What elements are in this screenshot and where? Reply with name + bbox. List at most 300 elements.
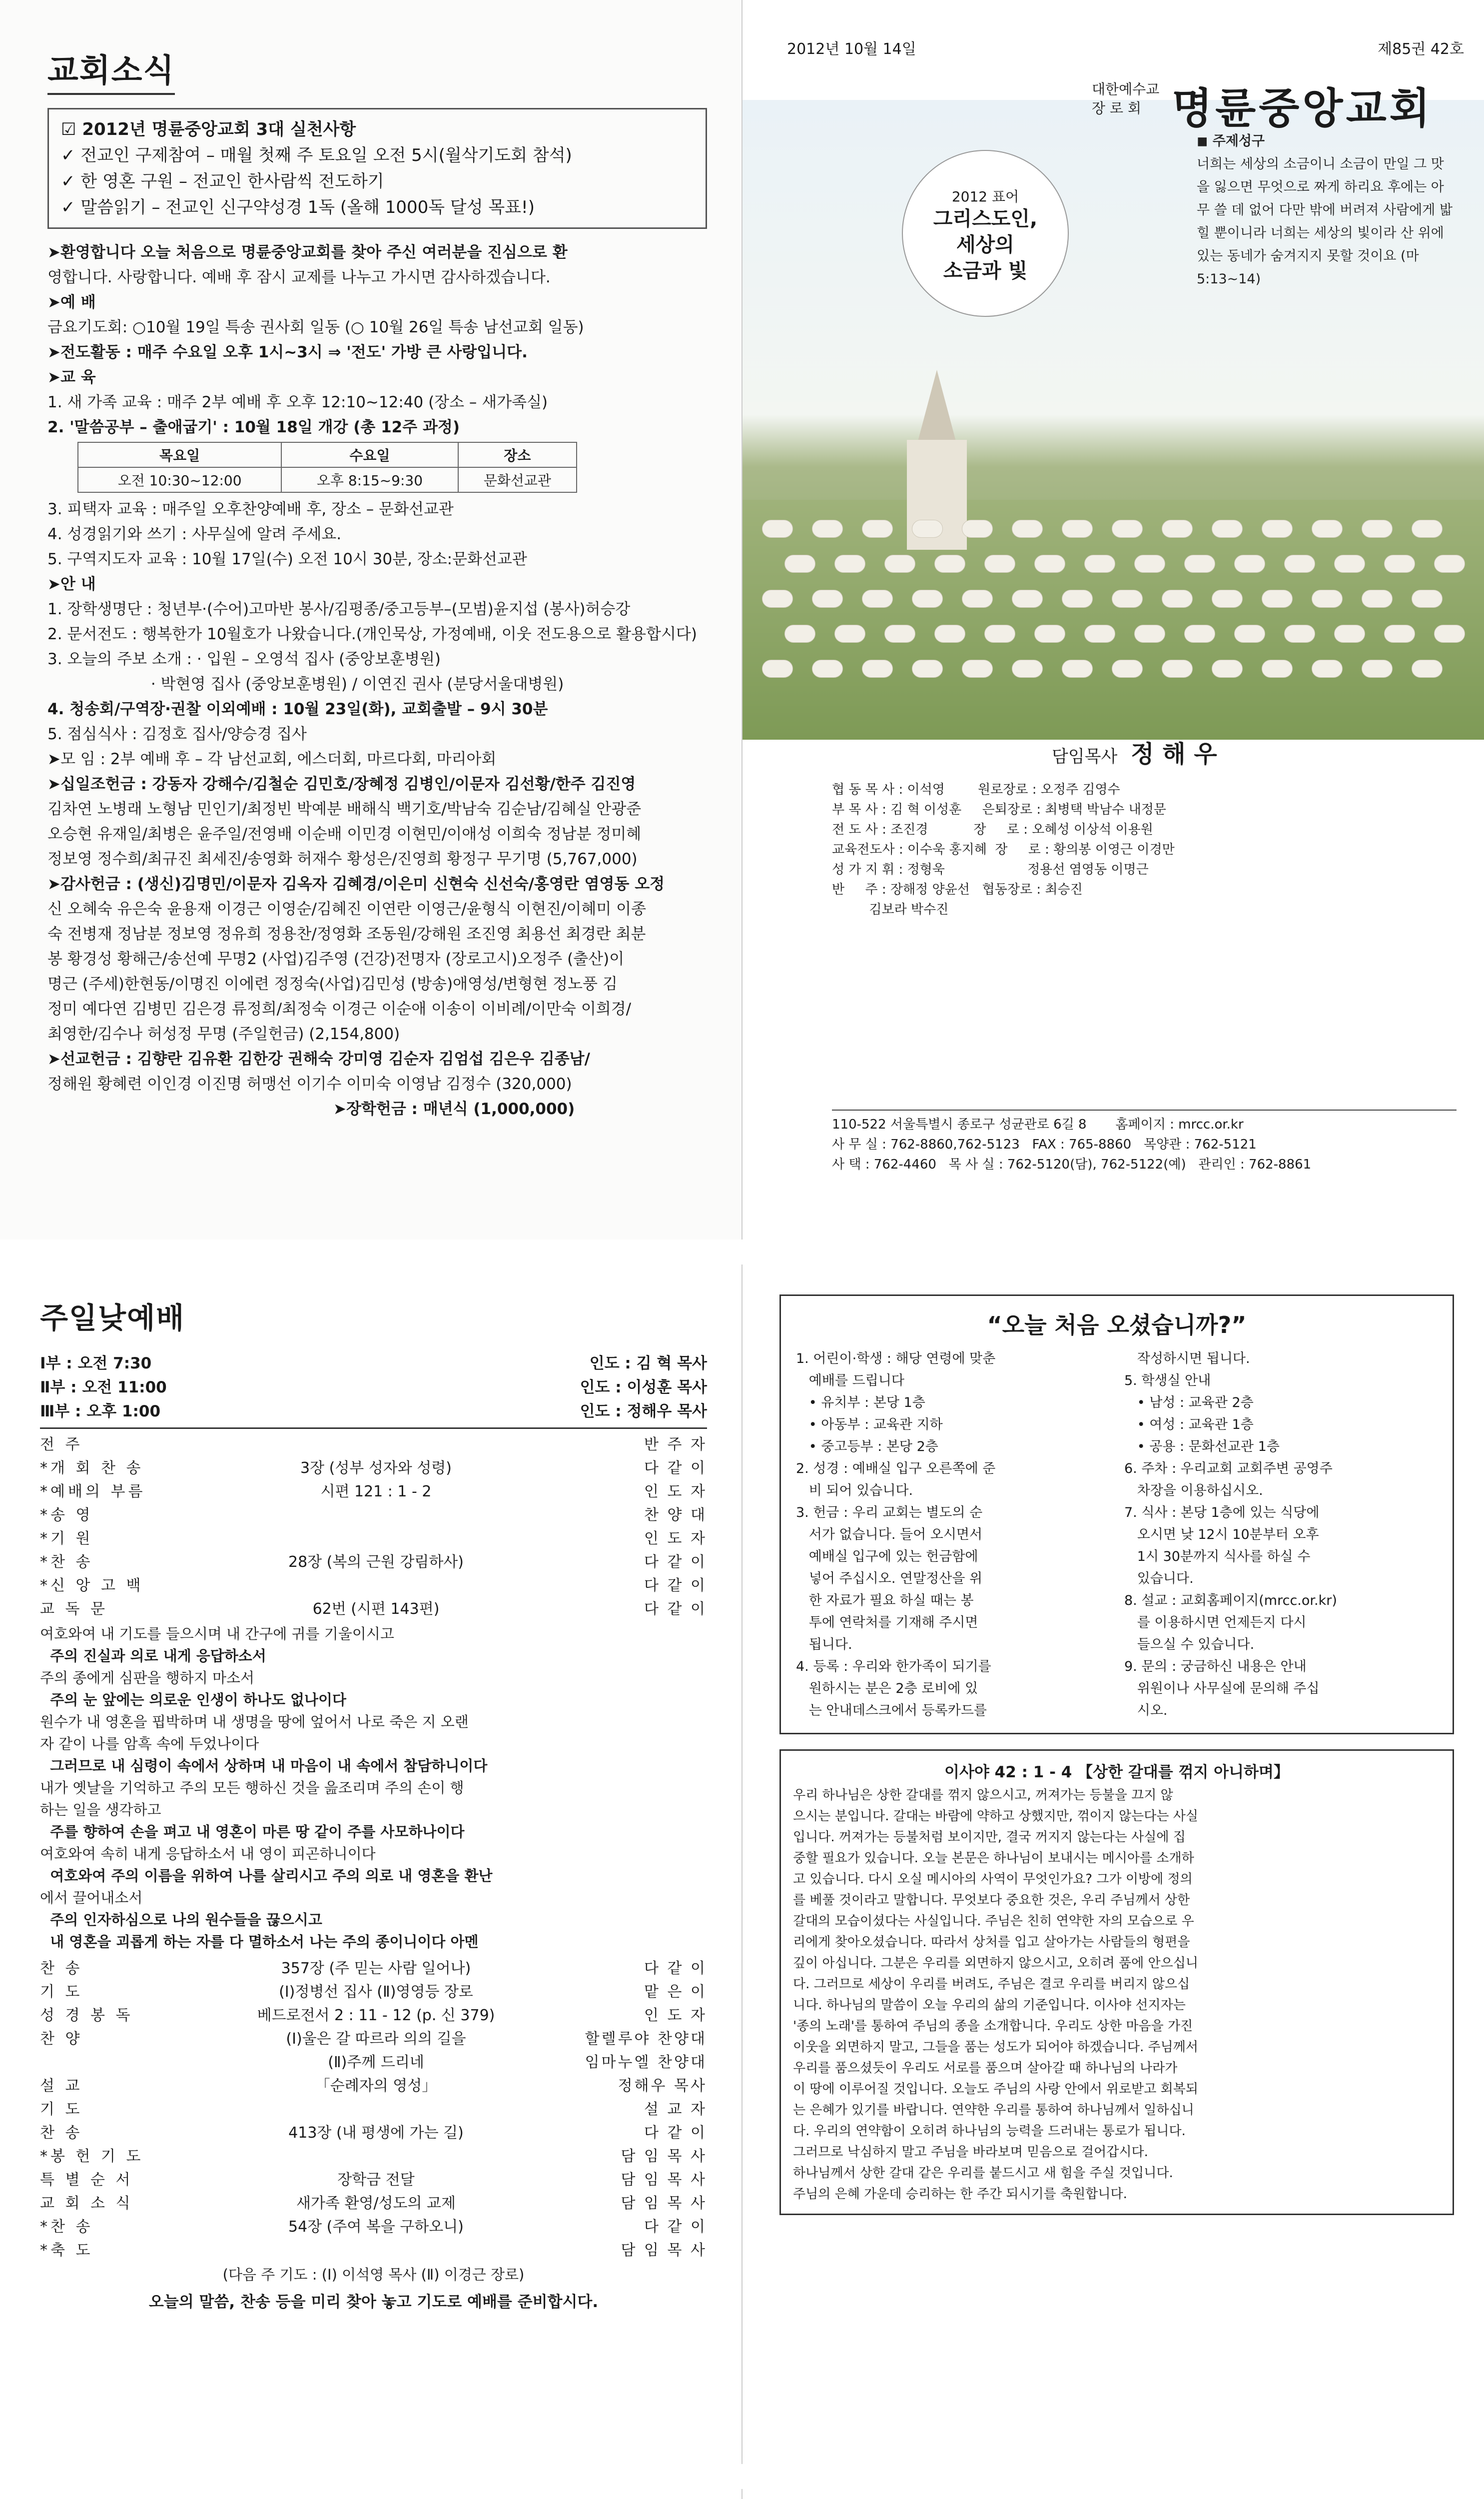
news-line: 명근 (주세)한현동/이명진 이에련 정정숙(사업)김민성 (방송)애영성/변형현 정노풍 김 [47,975,618,993]
sheep-icon [934,625,965,643]
order-content: 장학금 전달 [337,2171,415,2189]
sheep-icon [1362,660,1393,678]
order-content: (Ⅱ)주께 드리네 [328,2054,424,2071]
sheep-icon [1234,555,1265,573]
order-person: 다 같 이 [644,1459,707,1477]
sheep-icon [762,660,793,678]
news-line: 영합니다. 사랑합니다. 예배 후 잠시 교제를 나누고 가시면 감사하겠습니다. [47,268,551,286]
service-leader: 인도 : 이성훈 목사 [580,1378,707,1396]
staff-line: 전 도 사 : 조진경 장 로 : 오혜성 이상석 이용원 [832,822,1153,837]
sheep-icon [1134,625,1165,643]
sheep-icon [1062,660,1093,678]
welcome-line: 4. 등록 : 우리와 한가족이 되기를 [796,1659,991,1674]
welcome-line: 작성하시면 됩니다. [1124,1351,1250,1366]
order-content: (Ⅰ)정병선 집사 (Ⅱ)영영등 장로 [279,1983,473,2001]
sheep-icon [1012,590,1043,608]
church-name: 명륜중앙교회 [1172,84,1433,133]
news-line: ➤교 육 [47,368,96,386]
order-label: *개 회 찬 송 [40,1459,144,1477]
order-person: 담 임 목 사 [621,2171,707,2189]
sermon-line: 를 베풀 것이라고 말합니다. 무엇보다 중요한 것은, 우리 주님께서 상한 [793,1893,1190,1908]
sheep-icon [1284,625,1315,643]
sheep-icon [1212,590,1243,608]
order-of-worship-2 [40,1957,707,2262]
sheep-icon [1212,660,1243,678]
sheep-icon [884,555,915,573]
service-row [40,1351,707,1375]
order-content [170,2239,582,2262]
sheep-icon [1434,555,1465,573]
order-item [40,2145,707,2168]
sheep-icon [862,590,893,608]
news-line: ➤환영합니다 오늘 처음으로 명륜중앙교회를 찾아 주신 여러분을 진심으로 환 [47,243,568,261]
news-line: ➤십일조헌금 : 강동자 강해수/김철순 김민호/장혜정 김병인/이문자 김선황/한주 김진영 [47,775,636,793]
sermon-line: 리에게 찾아오셨습니다. 따라서 상처를 입고 살아가는 사람들의 형편을 [793,1935,1190,1950]
order-item [40,1480,707,1503]
news-line: · 박현영 집사 (중앙보훈병원) / 이연진 권사 (분당서울대병원) [47,675,564,693]
order-content: 54장 (주여 복을 구하오니) [288,2218,464,2236]
order-person: 다 같 이 [644,1600,707,1618]
sheep-icon [1062,590,1093,608]
church-spire-icon [917,370,957,445]
order-content: 62번 (시편 143편) [312,1600,440,1618]
cover-header [787,20,1464,75]
welcome-line: 3. 헌금 : 우리 교회는 별도의 순 [796,1505,983,1520]
staff-line: 김보라 박수진 [832,902,949,917]
sheep-icon [1412,520,1443,538]
order-label: *신 앙 고 백 [40,1577,144,1594]
plan-item: ✓ 말씀읽기 – 전교인 신구약성경 1독 (올해 1000독 달성 목표!) [61,197,535,217]
sheep-icon [1034,625,1065,643]
next-prayer: (다음 주 기도 : (Ⅰ) 이석영 목사 (Ⅱ) 이경근 장로) [222,2266,525,2283]
motto-year: 2012 표어 [951,188,1019,205]
news-line: 3. 오늘의 주보 소개 : · 입원 – 오영석 집사 (중앙보훈병원) [47,650,441,668]
order-content [170,1433,582,1456]
sheep-icon [1134,555,1165,573]
sheep-icon [812,660,843,678]
sheep-icon [1112,520,1143,538]
sheep-icon [1262,520,1293,538]
reading-line: 에서 끌어내소서 [40,1889,143,1906]
pastor [1052,735,1217,769]
sheep-icon [1162,660,1193,678]
sheep-icon [1412,590,1443,608]
sermon-line: 그러므로 낙심하지 말고 주님을 바라보며 믿음으로 걸어갑시다. [793,2145,1148,2160]
welcome-line: 예배실 입구에 있는 헌금함에 [796,1549,978,1564]
order-item [40,1574,707,1597]
order-content: 413장 (내 평생에 가는 길) [288,2124,464,2142]
sermon-box [779,1749,1454,2215]
reading-line: 주의 진실과 의로 내게 응답하소서 [40,1647,266,1664]
order-person: 다 같 이 [644,1553,707,1571]
reading-line: 그러므로 내 심령이 속에서 상하며 내 마음이 내 속에서 참담하니이다 [40,1757,488,1774]
service-times [40,1351,707,1423]
order-item [40,2004,707,2027]
news-line: ➤전도활동 : 매주 수요일 오후 1시~3시 ⇒ '전도' 가방 큰 사랑입니다. [47,343,528,361]
order-label: 성 경 봉 독 [40,2007,133,2024]
welcome-page [742,1264,1484,2464]
news-line: 2. 문서전도 : 행복한가 10월호가 나왔습니다.(개인묵상, 가정예배, 이웃 전도용으로 활용합시다) [47,625,697,643]
sheep-icon [784,555,815,573]
welcome-line: 원하시는 분은 2층 로비에 있 [796,1681,978,1696]
news-line: 1. 장학생명단 : 청년부·(수어)고마반 봉사/김평종/중고등부–(모범)윤지섭 (봉사)허승강 [47,600,631,618]
welcome-line: 됩니다. [796,1637,852,1652]
sunday-worship-page [0,1264,742,2464]
order-person: 임마누엘 찬양대 [585,2054,707,2071]
order-person: 인 도 자 [644,1483,707,1500]
order-label: 기 도 [40,1983,83,2001]
sheep-icon [912,590,943,608]
welcome-columns [796,1348,1438,1722]
welcome-line: 차장을 이용하십시오. [1124,1483,1263,1498]
welcome-line: 5. 학생실 안내 [1124,1373,1211,1388]
reading-line: 자 같이 나를 암흑 속에 두었나이다 [40,1735,259,1752]
order-item [40,1433,707,1456]
sheep-icon [1362,590,1393,608]
sheep-icon [984,625,1015,643]
news-line: 김차연 노병래 노형남 민인기/최정빈 박예분 배해식 백기호/박남숙 김순남/김혜실 안광준 [47,800,642,818]
pastor-label: 담임목사 [1052,747,1118,767]
sheep-icon [1312,660,1343,678]
table-cell: 오후 8:15~9:30 [281,467,458,492]
service-leader: 인도 : 정해우 목사 [580,1402,707,1420]
order-label: *예배의 부름 [40,1483,146,1500]
order-person: 담 임 목 사 [621,2242,707,2259]
order-label: 교 회 소 식 [40,2195,133,2212]
prayer-time-table [77,442,577,493]
welcome-line: 를 이용하시면 언제든지 다시 [1124,1615,1307,1630]
welcome-line: 는 안내데스크에서 등록카드를 [796,1703,987,1718]
order-item [40,2215,707,2239]
pastor-name: 정 해 우 [1131,740,1217,768]
reading-line: 주의 종에게 심판을 행하지 마소서 [40,1669,255,1686]
news-line: 5. 구역지도자 교육 : 10월 17일(수) 오전 10시 30분, 장소:문화선교관 [47,550,527,568]
order-person: 다 같 이 [644,1577,707,1594]
sermon-line: 깊이 아십니다. 그분은 우리를 외면하지 않으시고, 오히려 품에 안으십니 [793,1956,1199,1971]
order-label: 설 교 [40,2077,83,2095]
welcome-line: 예배를 드립니다 [796,1373,904,1388]
sheep-icon [862,660,893,678]
news-line: 정해원 황혜련 이인경 이진명 허맹선 이기수 이미숙 이영남 김정수 (320,000) [47,1075,572,1093]
staff-line: 부 목 사 : 김 혁 이성훈 은퇴장로 : 최병택 박남수 내정문 [832,802,1166,817]
sermon-title: 이사야 42 : 1 - 4 【상한 갈대를 꺾지 아니하며】 [944,1763,1289,1781]
sheep-icon [962,590,993,608]
welcome-line: 6. 주차 : 우리교회 교회주변 공영주 [1124,1461,1333,1476]
table-header: 장소 [458,442,577,467]
service-time: Ⅱ부 : 오전 11:00 [40,1378,167,1396]
sheep-icon [812,520,843,538]
welcome-line: • 공용 : 문화선교관 1층 [1124,1439,1280,1454]
address-line: 사 무 실 : 762-8860,762-5123 FAX : 765-8860 목양관 : 762-5121 [832,1137,1257,1152]
sermon-line: 중할 필요가 있습니다. 오늘 본문은 하나님이 보내시는 메시아를 소개하 [793,1851,1194,1866]
sheep-icon [1184,555,1215,573]
order-item [40,2098,707,2121]
welcome-line: 위원이나 사무실에 문의해 주십 [1124,1681,1320,1696]
service-time: Ⅰ부 : 오전 7:30 [40,1354,152,1372]
sheep-icon [1112,590,1143,608]
reading-line: 주의 눈 앞에는 의로운 인생이 하나도 없나이다 [40,1691,347,1708]
news-line: 봉 황경성 황해근/송선예 무명2 (사업)김주영 (건강)전명자 (장로고시)오정주 (출산)이 [47,950,625,968]
plan-box [47,108,707,229]
order-content [170,2098,582,2121]
welcome-line: • 유치부 : 본당 1층 [796,1395,925,1410]
news-line: 정미 예다연 김병민 김은경 류정희/최정숙 이경근 이순애 이송이 이비례/이만숙 이희경/ [47,1000,632,1018]
church-address [832,1110,1457,1175]
sermon-line: 니다. 하나님의 말씀이 오늘 우리의 삶의 기준입니다. 이사야 선지자는 [793,1998,1186,2013]
worship-title: 주일낮예배 [40,1301,185,1335]
order-label: *찬 송 [40,1553,93,1571]
sermon-line: 이 땅에 이루어질 것입니다. 오늘도 주님의 사랑 안에서 위로받고 회복되 [793,2082,1199,2097]
sheep-icon [1384,555,1415,573]
order-content [170,1503,582,1527]
order-content: 357장 (주 믿는 사람 일어나) [281,1960,471,1977]
motto-line: 세상의 [956,233,1014,256]
motto-line: 그리스도인, [933,207,1038,230]
sheep-icon [1162,520,1193,538]
order-item [40,1456,707,1480]
sheep-icon [962,520,993,538]
denomination-line: 대한예수교 [1092,81,1160,97]
sheep-icon [1062,520,1093,538]
sheep-icon [1234,625,1265,643]
sheep-icon [1084,625,1115,643]
welcome-line: 서가 없습니다. 들어 오시면서 [796,1527,983,1542]
welcome-line: • 남성 : 교육관 2층 [1124,1395,1254,1410]
order-item [40,1980,707,2004]
reading-line: 여호와여 속히 내게 응답하소서 내 영이 피곤하니이다 [40,1845,376,1862]
order-content: 「순례자의 영성」 [315,2077,437,2095]
reading-line: 하는 일을 생각하고 [40,1801,161,1818]
sheep-icon [1334,555,1365,573]
motto-line: 소금과 빛 [943,259,1028,282]
sheep-icon [1262,660,1293,678]
order-item [40,2051,707,2074]
news-line: 숙 전병재 정남분 정보영 정유희 정용찬/정영화 조동원/강해원 조진영 최용선 최경란 최분 [47,925,646,943]
order-of-worship [40,1433,707,1621]
sheep-icon [1034,555,1065,573]
order-item [40,2074,707,2098]
sheep-icon [1434,625,1465,643]
order-content: 베드로전서 2 : 11 - 12 (p. 신 379) [257,2007,495,2024]
welcome-line: • 아동부 : 교육관 지하 [796,1417,943,1432]
sermon-line: 다. 그러므로 세상이 우리를 버려도, 주님은 결코 우리를 버리지 않으십 [793,1977,1190,1992]
welcome-line: 있습니다. [1124,1571,1194,1586]
order-person: 찬 양 대 [644,1506,707,1524]
divider [40,1427,707,1429]
order-person: 정해우 목사 [618,2077,707,2095]
address-line: 사 택 : 762-4460 목 사 실 : 762-5120(담), 762-5122(예) 관리인 : 762-8861 [832,1157,1312,1172]
sermon-line: 으시는 분입니다. 갈대는 바람에 약하고 상했지만, 꺾이지 않는다는 사실 [793,1809,1199,1824]
welcome-line: 오시면 낮 12시 10분부터 오후 [1124,1527,1319,1542]
order-item [40,2168,707,2192]
sermon-line: 주님의 은혜 가운데 승리하는 한 주간 되시기를 축원합니다. [793,2187,1127,2202]
table-cell: 오전 10:30~12:00 [78,467,281,492]
sheep-icon [1384,625,1415,643]
table-header: 수요일 [281,442,458,467]
news-line: ➤장학헌금 : 매년식 (1,000,000) [47,1100,575,1118]
order-label: 찬 송 [40,2124,83,2142]
sheep-icon [1312,520,1343,538]
motto-circle [902,150,1069,317]
sermon-line: 입니다. 꺼져가는 등불처럼 보이지만, 결국 꺼지지 않는다는 사실에 집 [793,1830,1186,1845]
welcome-box [779,1294,1454,1734]
order-item [40,1597,707,1621]
welcome-line: 시오. [1124,1703,1168,1718]
order-content [170,2145,582,2168]
sermon-line: 하나님께서 상한 갈대 같은 우리를 붙드시고 새 힘을 주실 것입니다. [793,2166,1173,2181]
sheep-icon [912,660,943,678]
staff-line: 협 동 목 사 : 이석영 원로장로 : 오정주 김영수 [832,782,1120,797]
welcome-title: “오늘 처음 오셨습니까?” [987,1311,1247,1338]
info-page [742,2489,1484,2499]
order-content: 3장 (성부 성자와 성령) [300,1459,452,1477]
sheep-icon [1084,555,1115,573]
order-person: 인 도 자 [644,1530,707,1547]
order-content: 새가족 환영/성도의 교제 [296,2195,456,2212]
sermon-line: 고 있습니다. 다시 오실 메시아의 사역이 무엇인가요? 그가 이방에 정의 [793,1872,1193,1887]
welcome-right [1124,1348,1438,1722]
order-label: *송 영 [40,1506,93,1524]
order-content: (Ⅰ)울은 갈 따르라 의의 길을 [286,2030,466,2048]
reading-line: 여호와여 내 기도를 들으시며 내 간구에 귀를 기울이시고 [40,1625,394,1642]
sheep-icon [1412,660,1443,678]
sermon-line: 이웃을 외면하지 말고, 그들을 품는 성도가 되어야 하겠습니다. 주님께서 [793,2040,1199,2055]
news-line: 정보영 정수희/최규진 최세진/송영화 허재수 황성은/진영희 황정구 무기명 (5,767,000) [47,850,638,868]
news-line: 2. '말씀공부 – 출애굽기' : 10월 18일 개강 (총 12주 과정) [47,418,460,436]
sheep-icon [934,555,965,573]
news-line: 최영한/김수나 허성정 무명 (주일헌금) (2,154,800) [47,1025,400,1043]
sheep-icon [1162,590,1193,608]
sheep-icon [884,625,915,643]
sermon-line: '종의 노래'를 통하여 주님의 종을 소개합니다. 우리도 상한 마음을 가진 [793,2019,1193,2034]
service-time: Ⅲ부 : 오후 1:00 [40,1402,161,1420]
welcome-line: 비 되어 있습니다. [796,1483,913,1498]
service-row [40,1399,707,1423]
service-leader: 인도 : 김 혁 목사 [589,1354,707,1372]
order-label: *찬 송 [40,2218,93,2236]
order-label: 찬 양 [40,2030,83,2048]
order-item [40,2121,707,2145]
order-person: 다 같 이 [644,1960,707,1977]
address-line: 110-522 서울특별시 종로구 성균관로 6길 8 홈페이지 : mrcc.or.kr [832,1117,1244,1132]
order-person: 담 임 목 사 [621,2195,707,2212]
sheep-icon [962,660,993,678]
issue-number: 제85권 42호 [1378,40,1464,58]
news-line: 1. 새 가족 교육 : 매주 2부 예배 후 오후 12:10~12:40 (장소 – 새가족실) [47,393,548,411]
order-person: 반 주 자 [644,1436,707,1453]
staff-line: 반 주 : 장해정 양윤선 협동장로 : 최승진 [832,882,1083,897]
welcome-line: 7. 식사 : 본당 1층에 있는 식당에 [1124,1505,1320,1520]
order-person: 다 같 이 [644,2124,707,2142]
service-row [40,1375,707,1399]
order-label: 찬 송 [40,1960,83,1977]
news-line: ➤안 내 [47,575,96,593]
news-line: ➤감사헌금 : (생신)김명민/이문자 김옥자 김혜경/이은미 신현숙 신선숙/홍영란 염영동 오정 [47,875,665,893]
order-label: 전 주 [40,1436,83,1453]
sheep-icon [1312,590,1343,608]
sheep-icon [862,520,893,538]
denomination-line: 장 로 회 [1092,100,1141,116]
order-label: 교 독 문 [40,1600,108,1618]
table-cell: 문화선교관 [458,467,577,492]
order-item [40,1527,707,1550]
staff-list [832,780,1457,920]
news-line: ➤선교헌금 : 김향란 김유환 김한강 권해숙 강미영 김순자 김엄섭 김은우 김종남/ [47,1050,590,1068]
sermon-line: 우리를 품으셨듯이 우리도 서로를 품으며 살아갈 때 하나님의 나라가 [793,2061,1178,2076]
cover-page [742,0,1484,1240]
sheep-icon [912,520,943,538]
news-line: 3. 피택자 교육 : 매주일 오후찬양예배 후, 장소 – 문화선교관 [47,500,454,518]
news-line: ➤예 배 [47,293,96,311]
news-line: 4. 청송회/구역장·권찰 이외예배 : 10월 23일(화), 교회출발 – 9시 30분 [47,700,548,718]
order-label: *축 도 [40,2242,93,2259]
plan-title: ☑ 2012년 명륜중앙교회 3대 실천사항 [61,119,356,139]
staff-line: 성 가 지 휘 : 정형욱 정용선 염영동 이명근 [832,862,1149,877]
order-label: 특 별 순 서 [40,2171,133,2189]
order-item [40,1957,707,1980]
order-content [170,1574,582,1597]
sheep-icon [1012,520,1043,538]
sheep-icon [1012,660,1043,678]
plan-item: ✓ 전교인 구제참여 – 매월 첫째 주 토요일 오전 5시(월삭기도회 참석) [61,145,572,165]
sheep-icon [1362,520,1393,538]
sheep-icon [984,555,1015,573]
order-label: 기 도 [40,2101,83,2118]
order-item [40,1550,707,1574]
denomination [1092,80,1159,118]
sermon-line: 는 은혜가 있기를 바랍니다. 연약한 우리를 통하여 하나님께서 일하십니 [793,2103,1194,2118]
sheep-icon [834,555,865,573]
reading-line: 내 영혼을 괴롭게 하는 자를 다 멸하소서 나는 주의 종이니이다 아멘 [40,1933,479,1950]
order-person: 설 교 자 [644,2101,707,2118]
reading-line: 원수가 내 영혼을 핍박하며 내 생명을 땅에 엎어서 나로 죽은 지 오랜 [40,1713,469,1730]
sheep-icon [812,590,843,608]
sheep-icon [1334,625,1365,643]
sheep-icon [834,625,865,643]
sheep-icon [784,625,815,643]
welcome-line: • 중고등부 : 본당 2층 [796,1439,938,1454]
order-content [170,1527,582,1550]
order-item [40,2027,707,2051]
table-header: 목요일 [78,442,281,467]
welcome-line: 1시 30분까지 식사를 하실 수 [1124,1549,1311,1564]
order-content: 시편 121 : 1 - 2 [320,1483,432,1500]
reading-line: 주의 인자하심으로 나의 원수들을 끊으시고 [40,1911,322,1928]
sermon-line: 갈대의 모습이셨다는 사실입니다. 주님은 친히 연약한 자의 모습으로 우 [793,1914,1194,1929]
order-item [40,2192,707,2215]
reading-line: 주를 향하여 손을 펴고 내 영혼이 마른 땅 같이 주를 사모하나이다 [40,1823,465,1840]
welcome-line: 한 자료가 필요 하실 때는 봉 [796,1593,974,1608]
news-line: ➤모 임 : 2부 예배 후 – 각 남선교회, 에스더회, 마르다회, 마리아회 [47,750,497,768]
order-person: 담 임 목 사 [621,2148,707,2165]
sheep-icon [1184,625,1215,643]
welcome-line: 넣어 주십시오. 연말정산을 위 [796,1571,983,1586]
news-line: 오승현 유재일/최병은 윤주일/전영배 이순배 이민경 이현민/이애성 이희숙 정남분 정미혜 [47,825,642,843]
reading-line: 여호와여 주의 이름을 위하여 나를 살리시고 주의 의로 내 영혼을 환난 [40,1867,493,1884]
welcome-line: 투에 연락처를 기재해 주시면 [796,1615,978,1630]
order-item [40,2239,707,2262]
order-label [40,2051,170,2074]
news-page [0,0,742,1240]
staff-line: 교육전도사 : 이수욱 홍지혜 장 로 : 황의봉 이영근 이경만 [832,842,1175,857]
welcome-line: 2. 성경 : 예배실 입구 오른쪽에 준 [796,1461,996,1476]
sheep-icon [1212,520,1243,538]
order-person: 인 도 자 [644,2007,707,2024]
order-label: *기 원 [40,1530,93,1547]
order-person: 다 같 이 [644,2218,707,2236]
sheep-icon [1112,660,1143,678]
order-person: 맡 은 이 [644,1983,707,2001]
